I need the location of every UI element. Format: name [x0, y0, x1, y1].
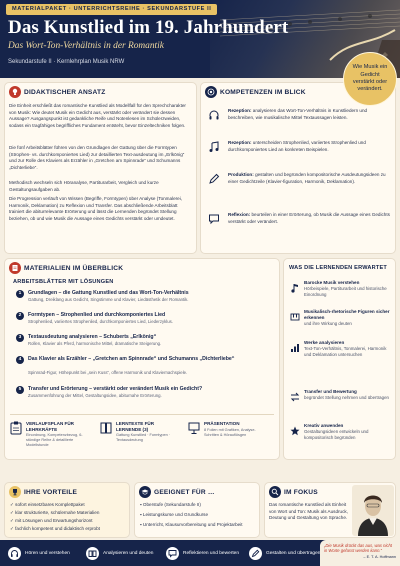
- clipboard-icon: [10, 421, 22, 435]
- book-icon: [86, 547, 99, 560]
- resource-subtitle: Einordnung, Kompetenzbezug, 6-stündige Reihe & detaillierte Modellstunde: [26, 433, 83, 447]
- course-meta: Sekundarstufe II · Kernlehrplan Musik NRW: [8, 59, 125, 65]
- didaktik-paragraph-4: Die Progression verläuft von Wissen (Begriffe, Formtypen) über Analyse (Tonmalerei, Harmonik, Deklamation) zu Reflexion und Transfer. Das abschließende Arbeitsblatt trainiert die abiturrelevante Erörterung und lässt die Lernenden begründet Stellung beziehen, ob und wie Musik die Aussage eines Gedichts verstärkt oder umdeutet.: [9, 196, 183, 221]
- footer-label: Analysieren und deuten: [103, 550, 154, 556]
- material-number: 2: [16, 312, 24, 320]
- geeignet-text: Oberstufe (Sekundarstufe II): [142, 502, 201, 507]
- teaser-badge: Wie Musik ein Gedicht verstärkt oder verändert.: [343, 52, 397, 106]
- kompetenz-label: Rezeption:: [228, 108, 252, 113]
- header-banner: [0, 0, 400, 78]
- document-icon: [9, 262, 21, 274]
- erwartet-sub: Hörbeispiele, Partiturarbeit und historische Einordnung: [304, 286, 387, 297]
- kompetenz-text: gestalten und begründen kompositorische Ausdeutungsideen zu einer Gedichtzeile (Klavier-figuration, Harmonik, Deklamation).: [228, 172, 386, 184]
- resource-title: LERNTEXTE FÜR LERNENDE (3): [116, 421, 155, 432]
- geeignet-text: Leistungskurse und Grundkurse: [142, 512, 209, 517]
- erwartet-title: WAS DIE LERNENDEN ERWARTET: [289, 265, 388, 271]
- music-note-icon: [208, 140, 220, 152]
- material-number: 3: [16, 334, 24, 342]
- didaktik-paragraph-1: Die Einheit erschließt das romantische Kunstlied als Modellfall für den Sprechcharakter von Musik: Wie deutet Musik ein Gedicht aus, verstärkt oder verändert sie dessen Aussage? Ausgangspunkt ist gedankliche Reife und Notenlesen im Schülerzweiden, sodass ein tragfähiges begriffliches Fundament entsteht, bevor Einzeltechniken folgen.: [9, 103, 186, 128]
- kompetenz-label: Produktion:: [228, 172, 254, 177]
- erwartet-item: [290, 389, 394, 415]
- material-title: Textausdeutung analysieren – Schuberts „Erlkönig“: [28, 334, 157, 340]
- kompetenzen-title: KOMPETENZEN IM BLICK: [220, 89, 306, 96]
- material-item[interactable]: [16, 334, 258, 354]
- target-icon: [205, 86, 217, 98]
- material-title: Formtypen – Strophenlied und durchkomponiertes Lied: [28, 312, 166, 318]
- materialien-title: MATERIALIEN IM ÜBERBLICK: [24, 265, 124, 272]
- erwartet-item: [290, 309, 394, 335]
- erwartet-sub: begründet Stellung nehmen und übertragen: [304, 395, 389, 400]
- material-item[interactable]: [16, 386, 258, 406]
- erwartet-sub: Text-Ton-Verhältnis, Tonmalerei, Harmonik und Deklamation untersuchen: [304, 346, 387, 357]
- lightbulb-icon: [9, 86, 21, 98]
- vorteil-item: ✓ sofort einsetzbares Komplettpaket: [10, 502, 85, 507]
- vorteil-item: ✓ fachlich kompetent und didaktisch erprobt: [10, 526, 100, 531]
- vorteil-item: ✓ mit Lösungen und Erwartungshorizont: [10, 518, 93, 523]
- quote-author: – E. T. A. Hoffmann: [363, 554, 396, 559]
- chat-icon: [166, 547, 179, 560]
- pencil-icon: [249, 547, 262, 560]
- materialien-subtitle: ARBEITSBLÄTTER MIT LÖSUNGEN: [13, 279, 114, 285]
- kompetenz-text: beurteilen in einer Erörterung, ob Musik die Aussage eines Gedichts verstärkt oder verändert.: [228, 212, 390, 224]
- erwartet-sub: Gestaltungsideen entwickeln und kompositorisch begründen: [304, 429, 369, 440]
- resource-subtitle: 8 Folien mit Grafiken, Analyse-Schritten & Hörauflösgen: [204, 428, 256, 437]
- didaktik-paragraph-3: Methodisch wechseln sich Höranalyse, Partiturarbeit, Vergleich und kurze Gestaltungsaufgaben ab.: [9, 180, 159, 192]
- footer-label: Reflektieren und bewerten: [183, 550, 239, 556]
- kompetenz-item: [206, 212, 394, 240]
- kompetenz-item: [206, 172, 394, 206]
- material-item[interactable]: [16, 290, 258, 310]
- material-title: Transfer und Erörterung – verstärkt oder verändert Musik ein Gedicht?: [28, 386, 203, 392]
- resource-title: PRÄSENTATION: [204, 421, 240, 426]
- vorteil-item: ✓ klar strukturierte, schülernahe Materialien: [10, 510, 100, 515]
- tagline: MATERIALPAKET · UNTERRICHTSREIHE · SEKUNDARSTUFE II: [6, 4, 217, 15]
- headphones-icon: [8, 547, 21, 560]
- resource-title: VERLAUFSPLAN FÜR LEHRKRÄFTE: [26, 421, 74, 432]
- erwartet-title: Kreativ anwenden: [304, 423, 344, 428]
- vorteil-text: mit Lösungen und Erwartungshorizont: [15, 518, 93, 523]
- erwartet-title: Barocke Musik verstehen: [304, 280, 360, 285]
- material-number: 5: [16, 386, 24, 394]
- material-item[interactable]: [16, 356, 258, 384]
- material-subtitle: Gattung, Dreiklang aus Gedicht, Singstimme und Klavier, Liedästhetik der Romantik.: [28, 297, 189, 302]
- fokus-text: Das romantische Kunstlied als Einheit von Wort und Ton: Musik als Ausdruck, Deutung und Gestaltung von Sprache.: [269, 502, 348, 521]
- vorteile-title: IHRE VORTEILE: [24, 489, 78, 496]
- page-title: Das Kunstlied im 19. Jahrhundert: [8, 17, 289, 38]
- divider: [10, 414, 274, 415]
- quote-text: „Die Musik drückt das aus, was nicht in Worte gefasst werden kann.“: [324, 543, 392, 554]
- pencil-icon: [208, 172, 220, 184]
- geeignet-text: Unterricht, Klausurvorbereitung und Projektarbeit: [142, 522, 243, 527]
- erwartet-sub: und ihre Wirkung deuten: [304, 321, 352, 326]
- kompetenz-label: Rezeption:: [228, 140, 252, 145]
- kompetenz-text: unterscheiden Strophenlied, variiertes Strophenlied und durchkomponiertes Lied an konkreten Beispielen.: [228, 140, 366, 152]
- erwartet-item: [290, 280, 394, 302]
- material-title: Das Klavier als Erzähler – „Gretchen am Spinnrade“ und Schumanns „Dichterliebe“: [28, 356, 235, 362]
- magnifier-icon: [269, 486, 281, 498]
- didaktik-title: DIDAKTISCHER ANSATZ: [24, 89, 106, 96]
- vorteil-text: fachlich kompetent und didaktisch erprobt: [15, 526, 100, 531]
- material-number: 1: [16, 290, 24, 298]
- composer-portrait: [352, 485, 394, 536]
- erwartet-item: [290, 340, 394, 370]
- material-subtitle: Spinnrad-Figur, Höhepunkt bei „sein Kuss“, offene Harmonik und Klaviernachspiele.: [28, 370, 188, 375]
- fokus-title: IM FOKUS: [284, 489, 318, 496]
- star-icon: [290, 423, 300, 433]
- resource-verlaufsplan[interactable]: [10, 421, 94, 455]
- headphones-icon: [208, 108, 220, 120]
- material-subtitle: Strophenlied, variiertes Strophenlied, durchkomponiertes Lied, Liederzyklus.: [28, 319, 173, 324]
- kompetenz-item: [206, 108, 394, 136]
- material-item[interactable]: [16, 312, 258, 332]
- geeignet-item: ▪ Oberstufe (Sekundarstufe II): [140, 502, 201, 507]
- resource-lerntexte[interactable]: [100, 421, 182, 455]
- music-note-icon: [290, 280, 300, 290]
- kompetenz-text: analysieren das Wort-Ton-Verhältnis in Kunstliedern und beschreiben, wie musikalische Mittel Textaussagen leisten.: [228, 108, 368, 120]
- footer-item: [166, 546, 239, 560]
- erwartet-item: [290, 423, 394, 453]
- erwartet-title: Werke analysieren: [304, 340, 345, 345]
- piano-icon: [290, 309, 300, 319]
- erwartet-title: Musikalisch-rhetorische Figuren sicher erkennen: [304, 309, 390, 320]
- arrows-icon: [290, 389, 300, 399]
- erwartet-title: Transfer und Bewertung: [304, 389, 357, 394]
- page-subtitle: Das Wort-Ton-Verhältnis in der Romantik: [8, 41, 164, 51]
- quote-box: [320, 540, 400, 566]
- trophy-icon: [9, 486, 21, 498]
- book-icon: [100, 421, 112, 435]
- chat-bubble-icon: [208, 212, 220, 224]
- vorteil-text: sofort einsetzbares Komplettpaket: [15, 502, 85, 507]
- footer-item: [249, 546, 320, 560]
- resource-praesentation[interactable]: [188, 421, 272, 455]
- bar-chart-icon: [290, 340, 300, 350]
- geeignet-item: ▪ Unterricht, Klausurvorbereitung und Projektarbeit: [140, 522, 243, 527]
- didaktik-paragraph-2: Die fünf Arbeitsblätter führen von den Grundlagen der Gattung über die Formtypen (Strophen- vs. durchkomponiertes Lied) zur detaillierten Text-ausdeutung im „Erlkönig“ und zur Rolle des Klaviers als Erzähler in „Gretchen am Spinnrade“ und Schumanns „Dichterliebe“.: [9, 145, 185, 170]
- vorteil-text: klar strukturierte, schülernahe Materialien: [15, 510, 100, 515]
- material-subtitle: Zusammenführung der Mittel, Gestaltungsidee, abiturnahe Erörterung.: [28, 393, 162, 398]
- kompetenz-label: Reflexion:: [228, 212, 251, 217]
- kompetenz-item: [206, 140, 394, 168]
- material-title: Grundlagen – die Gattung Kunstlied und das Wort-Ton-Verhältnis: [28, 290, 189, 296]
- footer-item: [8, 546, 70, 560]
- resource-subtitle: Gattung Kunstlied · Formtypen · Textausdeutung: [116, 433, 171, 442]
- footer-item: [86, 546, 153, 560]
- footer-label: Gestalten und übertragen: [266, 550, 321, 556]
- material-subtitle: Rollen, Klavier als Pferd, harmonische Mittel, dramatische Steigerung.: [28, 341, 162, 346]
- geeignet-title: GEEIGNET FÜR …: [154, 489, 215, 496]
- material-number: 4: [16, 356, 24, 364]
- footer-label: Hören und verstehen: [25, 550, 70, 556]
- geeignet-item: ▪ Leistungskurse und Grundkurse: [140, 512, 209, 517]
- presentation-icon: [188, 421, 200, 435]
- stundenverlauf-block: [4, 462, 396, 480]
- graduation-cap-icon: [139, 486, 151, 498]
